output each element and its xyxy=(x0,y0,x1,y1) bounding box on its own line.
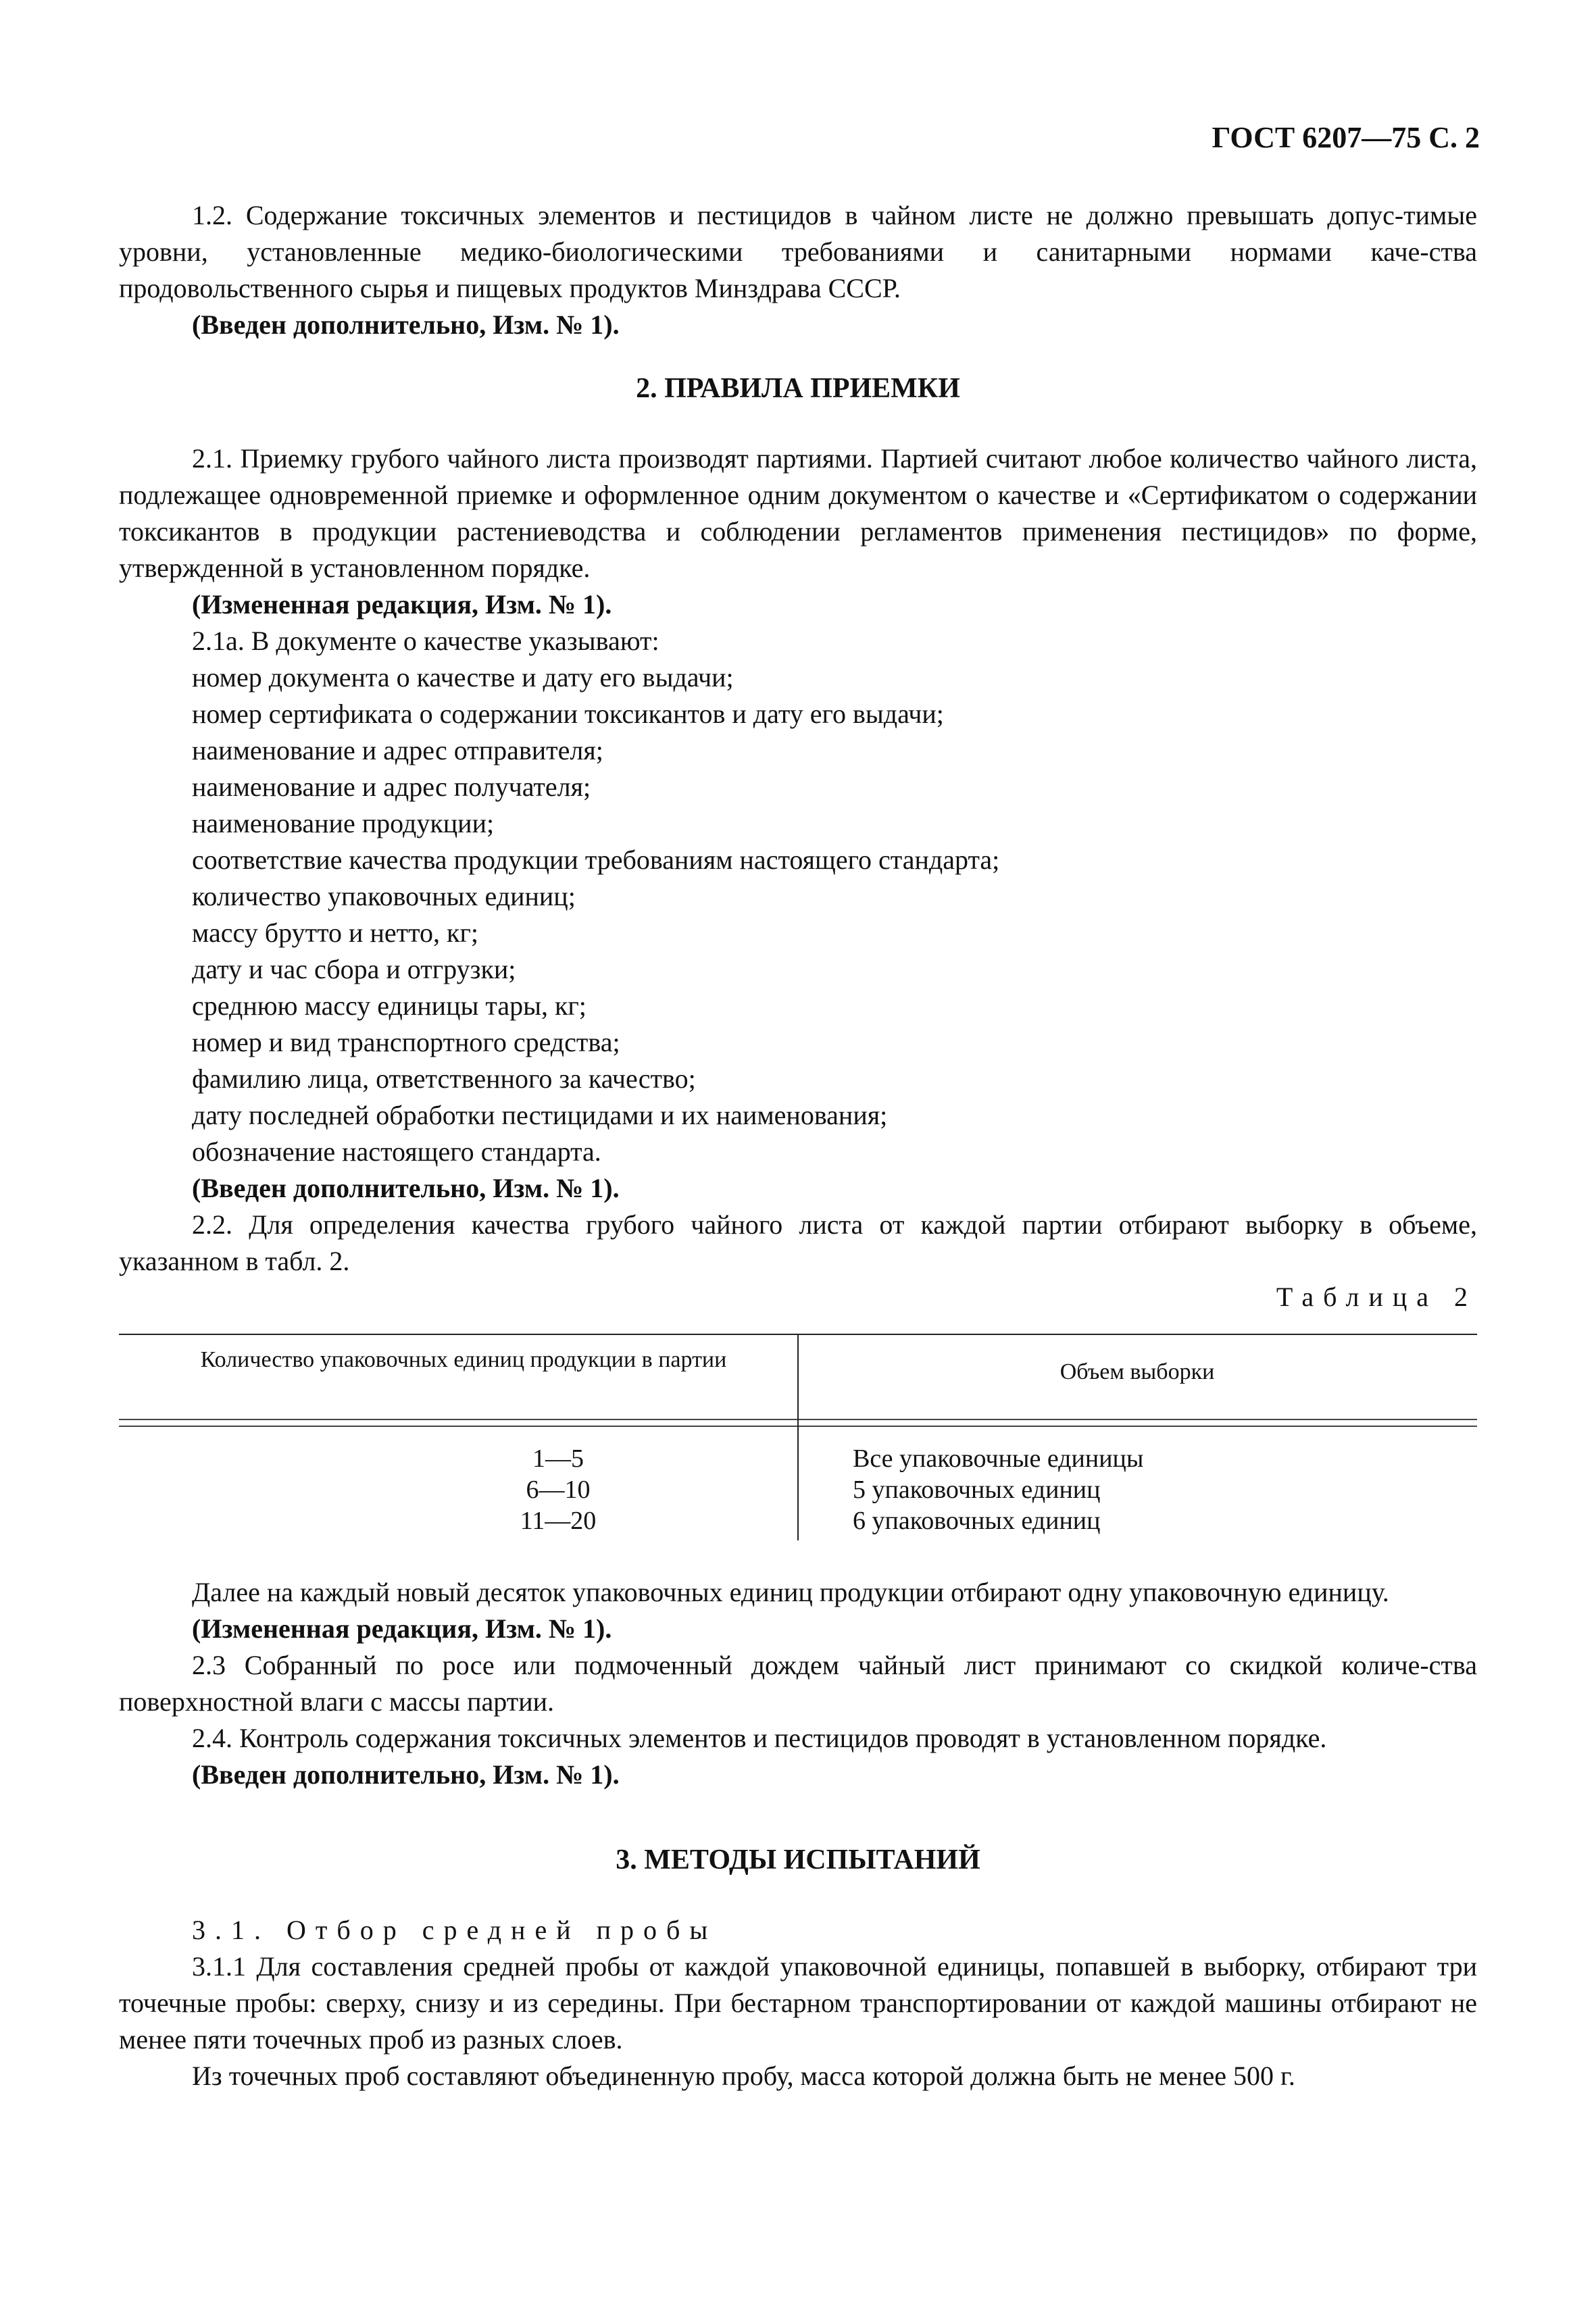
sample-size-table xyxy=(119,1334,1477,1540)
amendment-note: (Введен дополнительно, Изм. № 1). xyxy=(192,1759,620,1790)
table-cell: 11—20 xyxy=(520,1507,597,1535)
table-col-quantity xyxy=(497,1443,619,1536)
list-item: номер сертификата о содержании токсикантов и дату его выдачи; xyxy=(192,699,944,729)
section-title: 3. МЕТОДЫ ИСПЫТАНИЙ xyxy=(616,1844,980,1876)
page-header: ГОСТ 6207—75 С. 2 xyxy=(1212,121,1480,154)
list-item: дату и час сбора и отгрузки; xyxy=(192,954,516,984)
amendment-note: (Измененная редакция, Изм. № 1). xyxy=(192,1613,612,1644)
table-cell: Все упаковочные единицы xyxy=(853,1444,1144,1473)
paragraph-2-4: 2.4. Контроль содержания токсичных элементов и пестицидов проводят в установленном порядке. xyxy=(192,1723,1327,1753)
list-item: количество упаковочных единиц; xyxy=(192,881,576,911)
table-col-sample xyxy=(853,1443,1143,1536)
list-item: фамилию лица, ответственного за качество; xyxy=(192,1063,696,1094)
section-2-title-block xyxy=(119,370,1477,407)
table-cell: 6 упаковочных единиц xyxy=(853,1507,1101,1535)
list-item: массу брутто и нетто, кг; xyxy=(192,917,478,948)
section-3-content xyxy=(119,1912,1477,2094)
section-2-content xyxy=(119,441,1477,1280)
section-2-continued xyxy=(119,1574,1477,1793)
paragraph-after-table: Далее на каждый новый десяток упаковочных единиц продукции отбирают одну упаковочную единицу. xyxy=(192,1577,1389,1607)
paragraph-3-1-1: 3.1.1 Для составления средней пробы от каждой упаковочной единицы, попавшей в выборку, отбирают три точечные пробы: сверху, снизу и из середины. При бестарном транспортировании от каждой машины отбирают не менее пяти точечных проб из разных слоев. xyxy=(119,1951,1477,2055)
amendment-note: (Измененная редакция, Изм. № 1). xyxy=(192,589,612,620)
list-item: наименование и адрес получателя; xyxy=(192,772,591,802)
subsection-heading: 3.1. Отбор средней пробы xyxy=(192,1915,718,1945)
list-item: наименование и адрес отправителя; xyxy=(192,735,603,765)
amendment-note: (Введен дополнительно, Изм. № 1). xyxy=(192,1173,620,1203)
section-1-content xyxy=(119,197,1477,343)
section-3-title-block xyxy=(119,1842,1477,1878)
paragraph-1-2: 1.2. Содержание токсичных элементов и пестицидов в чайном листе не должно превышать допус-тимые уровни, установленные медико-биологическими требованиями и санитарными нормами каче-ства продовольственного сырья и пищевых продуктов Минздрава СССР. xyxy=(119,200,1477,303)
list-item: дату последней обработки пестицидами и их наименования; xyxy=(192,1100,888,1130)
table-cell: 6—10 xyxy=(526,1476,591,1504)
list-item: среднюю массу единицы тары, кг; xyxy=(192,990,587,1021)
list-item: соответствие качества продукции требованиям настоящего стандарта; xyxy=(192,845,1000,875)
table-header-sample: Объем выборки xyxy=(1059,1359,1215,1384)
document-requirements-list xyxy=(119,659,1477,1170)
amendment-note: (Введен дополнительно, Изм. № 1). xyxy=(192,309,620,340)
table-header-quantity: Количество упаковочных единиц продукции в партии xyxy=(200,1347,727,1372)
table-cell: 1—5 xyxy=(532,1444,584,1473)
paragraph-2-1a: 2.1а. В документе о качестве указывают: xyxy=(192,626,659,656)
list-item: номер документа о качестве и дату его выдачи; xyxy=(192,662,734,693)
table-caption: Таблица 2 xyxy=(1276,1282,1477,1312)
list-item: номер и вид транспортного средства; xyxy=(192,1027,620,1057)
paragraph-3-1-1-cont: Из точечных проб составляют объединенную пробу, масса которой должна быть не менее 500 г. xyxy=(192,2061,1295,2091)
paragraph-2-1: 2.1. Приемку грубого чайного листа производят партиями. Партией считают любое количество чайного листа, подлежащее одновременной приемке и оформленное одним документом о качестве и «Сертификатом о содержании токсикантов в продукции растениеводства и соблюдении регламентов применения пестицидов» по форме, утвержденной в установленном порядке. xyxy=(119,443,1477,583)
paragraph-2-3: 2.3 Собранный по росе или подмоченный дождем чайный лист принимают со скидкой количе-ства поверхностной влаги с массы партии. xyxy=(119,1650,1477,1717)
section-title: 2. ПРАВИЛА ПРИЕМКИ xyxy=(636,373,960,404)
list-item: обозначение настоящего стандарта. xyxy=(192,1136,601,1167)
paragraph-2-2: 2.2. Для определения качества грубого чайного листа от каждой партии отбирают выборку в объеме, указанном в табл. 2. xyxy=(119,1209,1477,1276)
list-item: наименование продукции; xyxy=(192,808,495,838)
table-cell: 5 упаковочных единиц xyxy=(853,1476,1101,1504)
